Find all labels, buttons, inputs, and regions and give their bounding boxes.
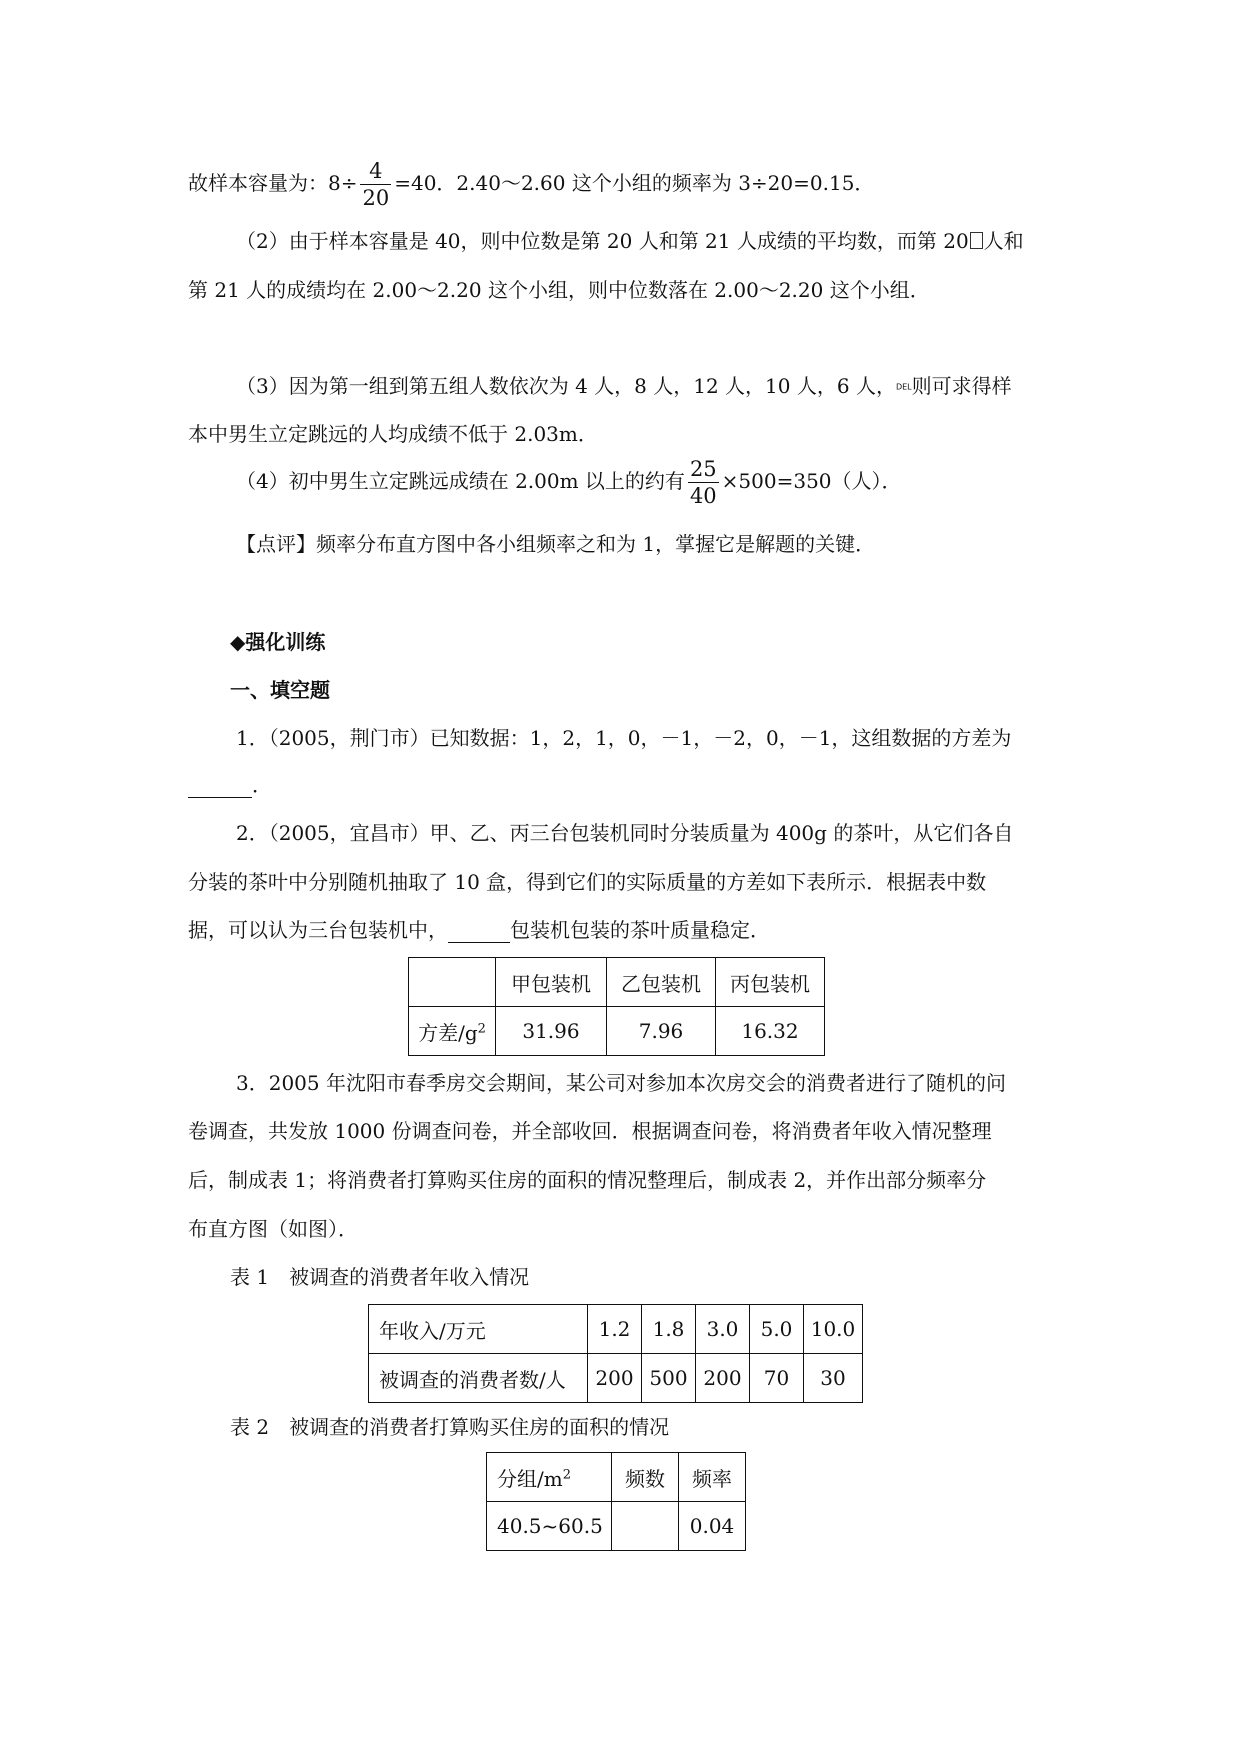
text: （2）由于样本容量是 40，则中位数是第 20 人和第 21 人成绩的平均数，而第 20 (236, 229, 969, 253)
table-row (369, 1354, 863, 1403)
superscript: 2 (477, 1020, 486, 1036)
table-cell: 1.2 (588, 1305, 642, 1354)
solution-line-6 (236, 456, 902, 509)
table-cell: 频数 (612, 1453, 679, 1502)
table-cell: 乙包装机 (607, 958, 716, 1007)
table-cell: 1.8 (642, 1305, 696, 1354)
del-mark: DEL (895, 382, 912, 392)
text: 则可求得样 (911, 374, 1012, 398)
section-heading: 一、填空题 (230, 678, 330, 702)
table-cell: 10.0 (804, 1305, 863, 1354)
solution-line-3: 第 21 人的成绩均在 2.00～2.20 这个小组，则中位数落在 2.00～2.20 这个小组． (188, 278, 930, 302)
q2-line-3 (188, 917, 770, 943)
table-cell: 频率 (679, 1453, 746, 1502)
solution-line-4 (236, 373, 1012, 401)
text: （4）初中男生立定跳远成绩在 2.00m 以上的约有 (236, 469, 685, 493)
superscript: 2 (562, 1466, 571, 1482)
comment: 【点评】频率分布直方图中各小组频率之和为 1，掌握它是解题的关键． (236, 532, 876, 556)
income-table (368, 1304, 863, 1403)
fraction-numerator: 4 (360, 158, 391, 185)
fraction-numerator: 25 (689, 457, 717, 481)
table-cell: 16.32 (716, 1007, 825, 1056)
text: 包装机包装的茶叶质量稳定． (510, 918, 770, 942)
table-row (409, 958, 825, 1007)
variance-table (408, 957, 825, 1056)
table-cell: 甲包装机 (496, 958, 607, 1007)
table-cell: 年收入/万元 (369, 1305, 588, 1354)
text: 方差/g (418, 1020, 478, 1045)
table-cell: 200 (588, 1354, 642, 1403)
area-table (486, 1452, 746, 1551)
table-cell: 丙包装机 (716, 958, 825, 1007)
table1-caption: 表 1 被调查的消费者年收入情况 (230, 1265, 530, 1289)
table-cell: 被调查的消费者数/人 (369, 1354, 588, 1403)
q3-line-3: 后，制成表 1；将消费者打算购买住房的面积的情况整理后，制成表 2，并作出部分频率分 (188, 1168, 987, 1192)
text: ×500=350（人）． (721, 469, 902, 493)
table-cell: 30 (804, 1354, 863, 1403)
text: 据，可以认为三台包装机中， (188, 918, 448, 942)
q3-line-2: 卷调查，共发放 1000 份调查问卷，并全部收回．根据调查问卷，将消费者年收入情况整理 (188, 1119, 992, 1143)
q3-line-4: 布直方图（如图）． (188, 1217, 358, 1241)
text: =40．2.40～2.60 这个小组的频率为 3÷20=0.15． (394, 171, 875, 195)
text: ． (252, 773, 272, 797)
answer-blank (188, 775, 252, 798)
text: （3）因为第一组到第五组人数依次为 4 人，8 人，12 人，10 人，6 人， (236, 374, 896, 398)
table-row (409, 1007, 825, 1056)
table-cell: 200 (696, 1354, 750, 1403)
fraction-denominator: 40 (689, 484, 717, 508)
answer-blank (448, 920, 510, 943)
table-row (369, 1305, 863, 1354)
text: 分组/m (497, 1466, 563, 1491)
table-cell (409, 1007, 496, 1056)
table-cell: 3.0 (696, 1305, 750, 1354)
q3-line-1: 3．2005 年沈阳市春季房交会期间，某公司对参加本次房交会的消费者进行了随机的问 (236, 1071, 1006, 1095)
table-cell: 0.04 (679, 1502, 746, 1551)
text: 故样本容量为：8÷ (188, 171, 358, 195)
solution-line-1 (188, 158, 874, 211)
table-row (487, 1502, 746, 1551)
q2-line-2: 分装的茶叶中分别随机抽取了 10 盒，得到它们的实际质量的方差如下表所示．根据表中数 (188, 870, 987, 894)
table-cell: 500 (642, 1354, 696, 1403)
table-cell: 70 (750, 1354, 804, 1403)
missing-glyph-box (970, 232, 983, 249)
fraction-25-40 (688, 456, 719, 509)
fraction-denominator: 20 (362, 186, 390, 210)
solution-line-5: 本中男生立定跳远的人均成绩不低于 2.03m． (188, 422, 598, 446)
table2-caption: 表 2 被调查的消费者打算购买住房的面积的情况 (230, 1415, 670, 1439)
table-cell: 40.5~60.5 (487, 1502, 612, 1551)
table-cell: 7.96 (607, 1007, 716, 1056)
table-row (487, 1453, 746, 1502)
table-cell: 31.96 (496, 1007, 607, 1056)
solution-line-2 (236, 228, 1024, 254)
q1-line-1: 1．（2005，荆门市）已知数据：1，2，1，0，－1，－2，0，－1，这组数据的方差为 (236, 726, 1012, 750)
fraction-4-20 (360, 158, 391, 211)
table-cell: 5.0 (750, 1305, 804, 1354)
q1-line-2 (188, 772, 272, 798)
training-heading: ◆强化训练 (230, 630, 326, 654)
text: 人和 (983, 229, 1024, 253)
table-cell (612, 1502, 679, 1551)
table-cell (487, 1453, 612, 1502)
table-cell (409, 958, 496, 1007)
q2-line-1: 2．（2005，宜昌市）甲、乙、丙三台包装机同时分装质量为 400g 的茶叶，从它们各自 (236, 821, 1014, 845)
